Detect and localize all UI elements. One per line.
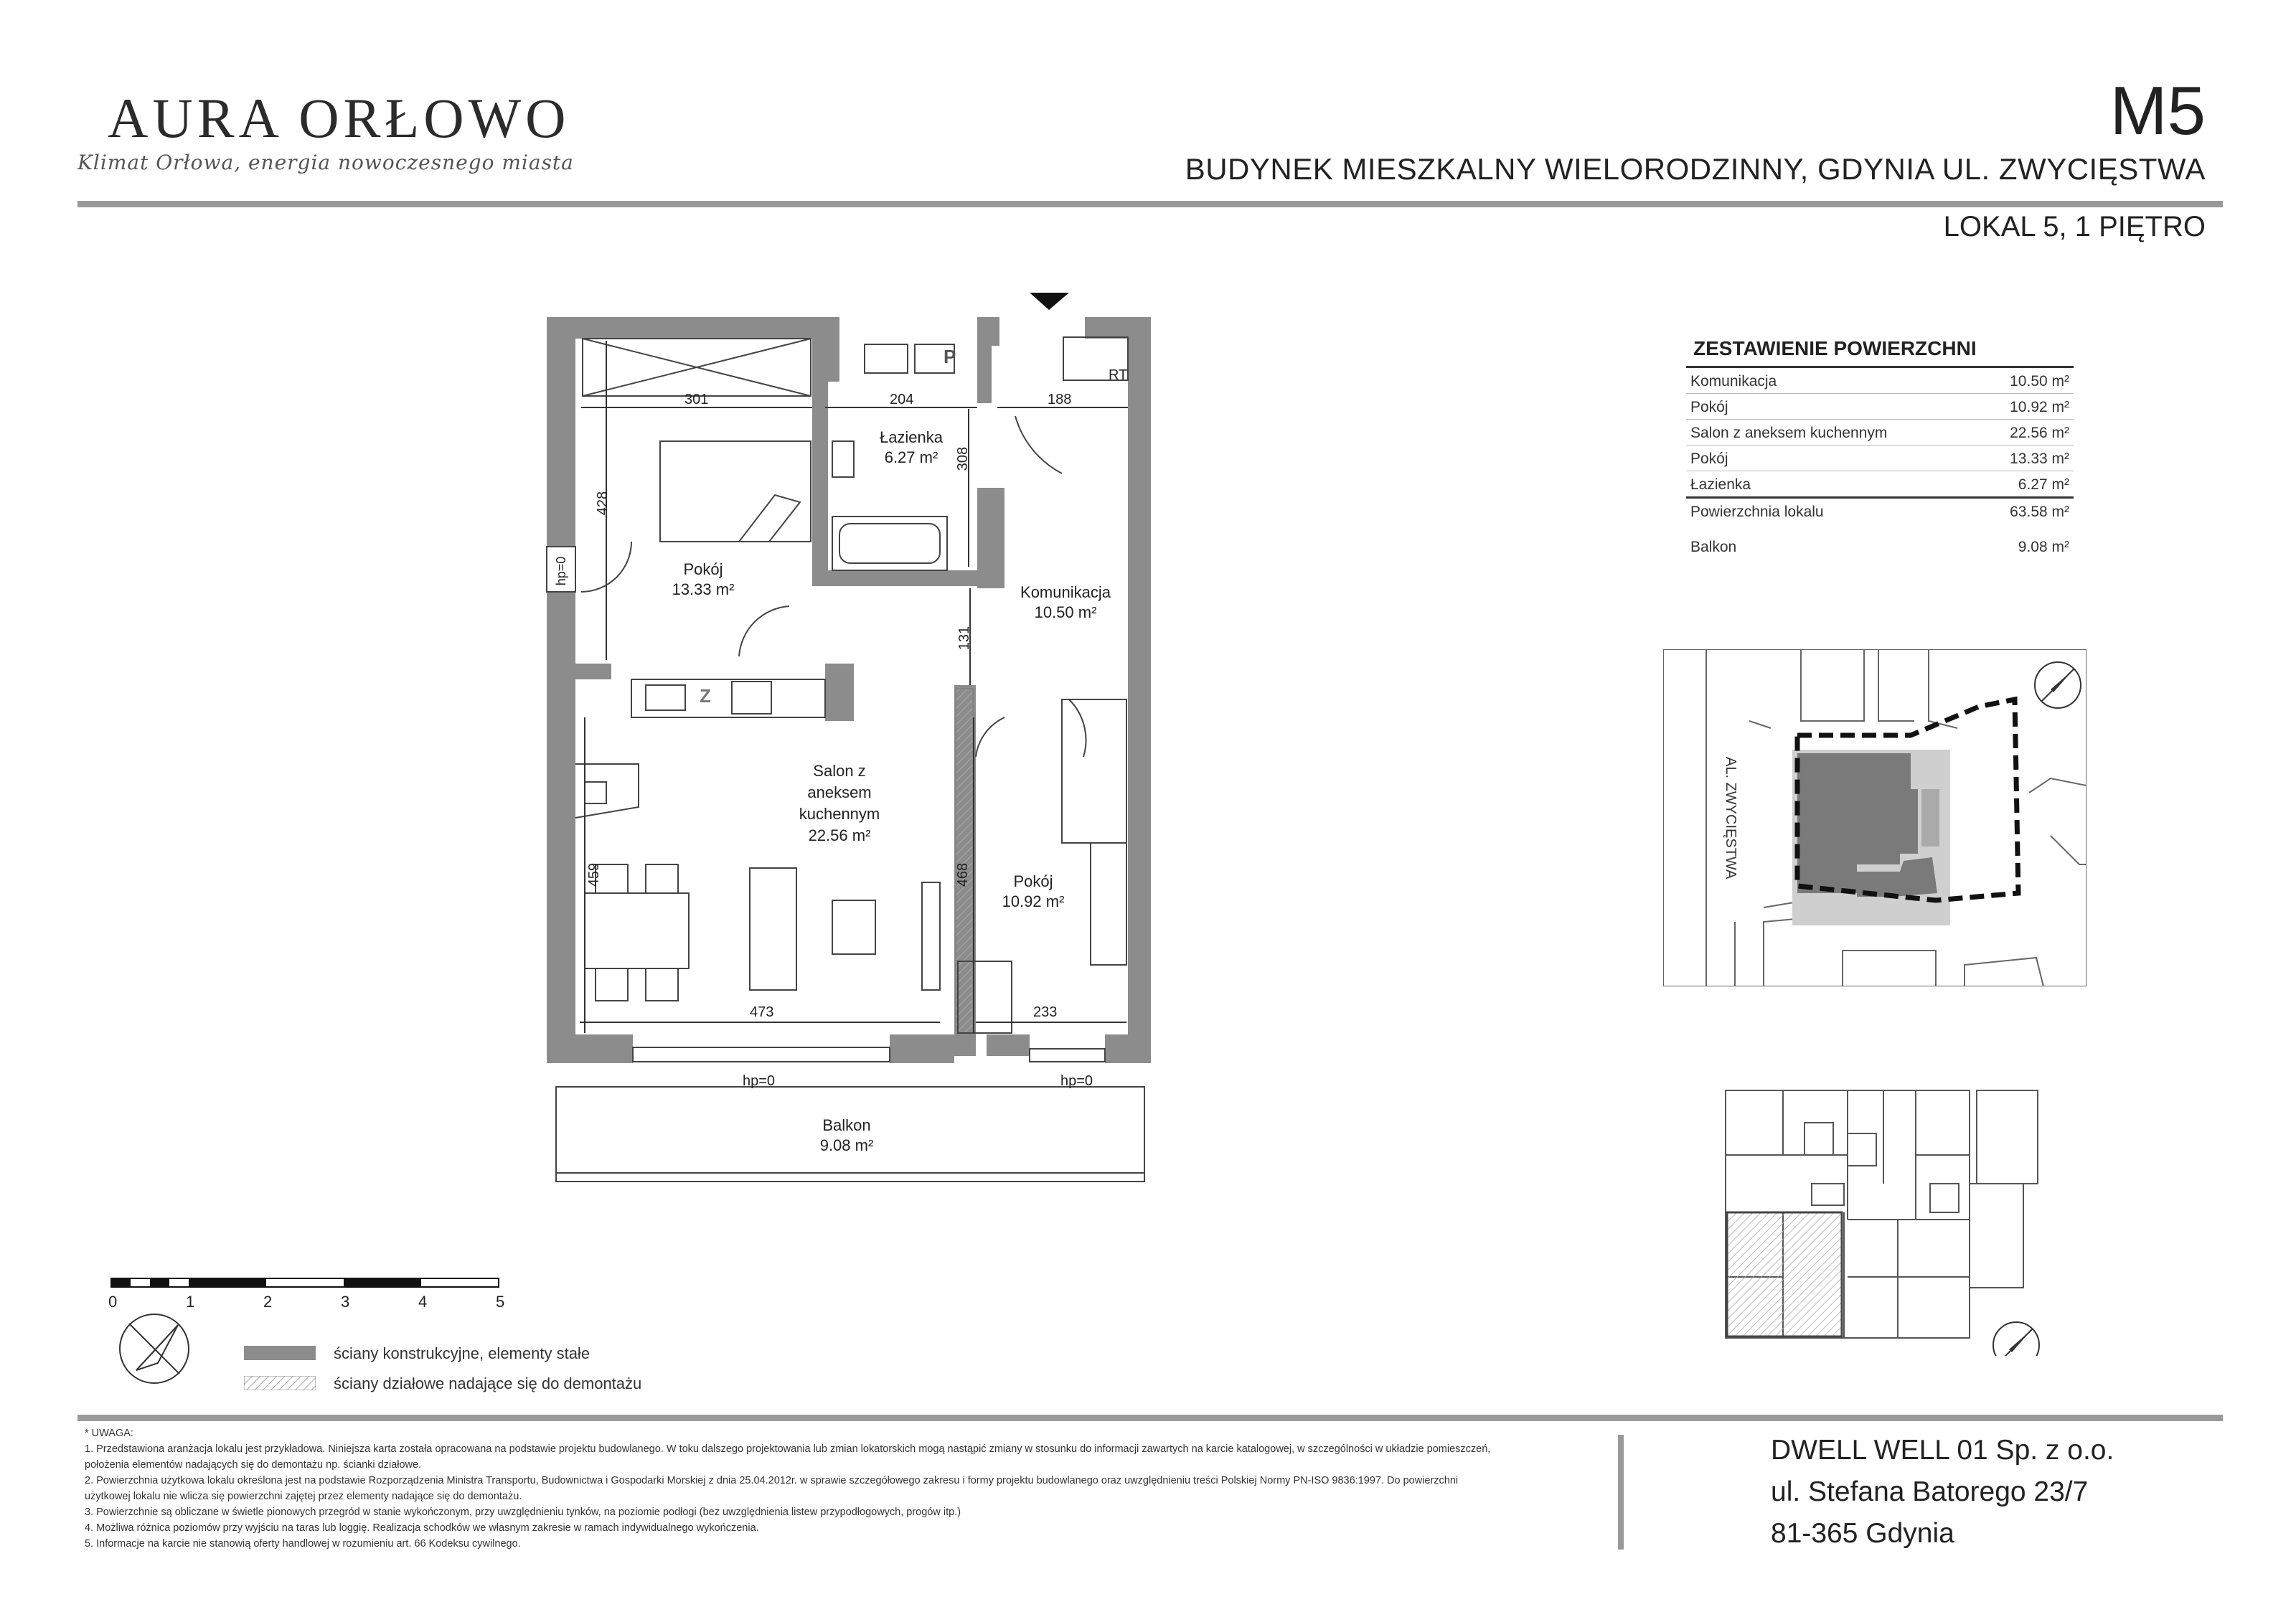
note-line: położenia elementów nadających się do demontażu np. ścianki działowe. (85, 1459, 422, 1471)
label-hp-bottom-b: hp=0 (1060, 1073, 1093, 1089)
legend-structural-label: ściany konstrukcyjne, elementy stałe (334, 1344, 591, 1362)
notes-heading: * UWAGA: (85, 1428, 133, 1439)
room-label-bedroom-b (983, 872, 1083, 912)
room-label-corridor (1008, 583, 1123, 623)
room-area: 13.33 m² (672, 580, 735, 598)
area-row-name: Salon z aneksem kuchennym (1690, 425, 1888, 441)
footer-divider (77, 1415, 2223, 1421)
dim-428: 428 (595, 491, 611, 516)
site-building-footprint (1792, 750, 1950, 925)
note-line: 1. Przedstawiona aranżacja lokalu jest przykładowa. Niniejsza karta została opracowana na podstawie projektu budowlanego. W toku dalszego projektowania lub zmian lokatorskich mogą nastąpić zmiany w stosunku do informacji zawartych na karcie katalogowej, w szczególności w układzie pomieszczeń, (85, 1443, 1491, 1455)
room-name-line: aneksem (807, 783, 872, 801)
room-label-salon (789, 760, 890, 847)
note-line: 3. Powierzchnie są obliczane w świetle pionowych przegród w stanie wykończonym, przy uwzględnieniu tynków, na poziomie podłogi (bez uwzględnienia listew przypodłogowych, progów itp.) (85, 1507, 961, 1518)
dim-459: 459 (586, 862, 603, 887)
area-row (1686, 471, 2074, 496)
room-name: Pokój (683, 560, 723, 578)
room-area: 10.50 m² (1034, 603, 1097, 621)
label-stove-z: Z (700, 685, 711, 707)
room-label-bedroom-a (649, 560, 757, 600)
area-summary-table (1686, 337, 2074, 559)
area-row-name: Komunikacja (1690, 373, 1777, 390)
label-hp-bottom-a: hp=0 (743, 1073, 776, 1089)
dim-301: 301 (684, 392, 709, 407)
room-area: 9.08 m² (819, 1136, 874, 1154)
unit-code: M5 (2109, 72, 2206, 149)
room-name-line: kuchennym (799, 805, 880, 823)
company-name: DWELL WELL 01 Sp. z o.o. (1771, 1435, 2114, 1466)
dim-204: 204 (890, 392, 914, 407)
legend-structural-swatch (244, 1346, 316, 1360)
brand-logo-text: AURA ORŁOWO (108, 87, 570, 149)
company-city: 81-365 Gdynia (1771, 1518, 1954, 1549)
legend-partition-swatch (244, 1376, 316, 1390)
legend-partition-label: ściany działowe nadające się do demontażu (334, 1375, 642, 1392)
note-line: 2. Powierzchnia użytkowa lokalu określona jest na podstawie Rozporządzenia Ministra Transportu, Budownictwa i Gospodarki Morskiej z dnia 25.04.2012r. w sprawie szczegółowego zakresu i formy projektu budowlanego oraz uwzględnieniu treści Polskiej Normy PN-ISO 9836:1997. Do powierzchni (85, 1475, 1459, 1486)
area-row (1686, 445, 2074, 471)
scale-tick: 2 (263, 1293, 273, 1311)
scale-tick: 3 (341, 1293, 350, 1311)
area-row-value: 10.50 m² (2010, 373, 2069, 390)
label-hp-left: hp=0 (553, 556, 568, 586)
area-row-value: 13.33 m² (2010, 451, 2069, 467)
note-line: 5. Informacje na karcie nie stanowią oferty handlowej w rozumieniu art. 66 Kodeksu cywilnego. (85, 1538, 521, 1550)
area-row-value: 6.27 m² (2018, 476, 2069, 493)
scale-tick: 1 (186, 1293, 195, 1311)
area-balcony-row (1686, 534, 2074, 559)
area-total-row (1686, 496, 2074, 524)
brand-tagline: Klimat Orłowa, energia nowoczesnego miasta (77, 151, 574, 174)
key-plan-north-arrow-icon (1993, 1322, 2039, 1356)
area-balcony-value: 9.08 m² (2018, 539, 2069, 555)
note-line: 4. Możliwa różnica poziomów przy wyjściu na taras lub loggię. Realizacja schodków we własnym zakresie w ramach indywidualnego wykończenia. (85, 1522, 759, 1534)
note-line: użytkowej lokalu nie wlicza się powierzchni zajętej przez elementy nadające się do demontażu. (85, 1491, 522, 1502)
dim-468: 468 (955, 862, 971, 887)
plan-linework (547, 337, 1144, 1182)
dim-233: 233 (1033, 1004, 1058, 1020)
dim-473: 473 (750, 1004, 774, 1020)
building-title: BUDYNEK MIESZKALNY WIELORODZINNY, GDYNIA UL. ZWYCIĘSTWA (1185, 152, 2206, 186)
room-name: Łazienka (879, 428, 944, 446)
dim-308: 308 (955, 446, 971, 471)
label-rt: RT (1109, 367, 1128, 383)
room-area: 10.92 m² (1002, 892, 1065, 910)
company-street: ul. Stefana Batorego 23/7 (1771, 1476, 2089, 1507)
area-total-value: 63.58 m² (2010, 504, 2069, 520)
area-total-name: Powierzchnia lokalu (1690, 504, 1824, 520)
room-area: 6.27 m² (884, 448, 938, 466)
room-area: 22.56 m² (808, 826, 871, 844)
company-divider (1618, 1435, 1624, 1550)
north-arrow-icon (115, 1309, 194, 1388)
disclaimer-notes (85, 1425, 1577, 1552)
area-row-name: Łazienka (1690, 476, 1751, 493)
site-north-arrow-icon (2035, 662, 2081, 708)
company-address (1771, 1430, 2114, 1555)
room-name-line: Salon z (813, 762, 866, 780)
site-plan-map (1663, 649, 2086, 986)
room-name: Pokój (1013, 872, 1053, 890)
area-row-value: 10.92 m² (2010, 399, 2069, 415)
site-street-label: AL. ZWYCIĘSTWA (1723, 757, 1739, 880)
label-wc-p: P (944, 346, 956, 367)
entrance-arrow (1030, 293, 1069, 310)
dim-131: 131 (956, 626, 973, 651)
scale-tick: 0 (108, 1293, 118, 1311)
dim-188: 188 (1048, 392, 1072, 407)
room-label-bathroom (857, 428, 965, 468)
area-row-name: Pokój (1690, 399, 1728, 415)
area-row (1686, 368, 2074, 394)
area-row (1686, 420, 2074, 445)
scale-bar (108, 1277, 509, 1294)
room-name: Komunikacja (1020, 583, 1111, 601)
floor-key-plan (1718, 1076, 2048, 1356)
unit-location: LOKAL 5, 1 PIĘTRO (1943, 211, 2206, 242)
area-table-title: ZESTAWIENIE POWIERZCHNI (1686, 337, 2074, 368)
structural-walls (547, 317, 1151, 1063)
area-row-value: 22.56 m² (2010, 425, 2069, 441)
scale-tick: 4 (418, 1293, 428, 1311)
scale-tick: 5 (496, 1293, 505, 1311)
area-row (1686, 394, 2074, 420)
room-label-balcony (796, 1116, 897, 1156)
area-row-name: Pokój (1690, 451, 1728, 467)
area-balcony-name: Balkon (1690, 539, 1737, 555)
room-name: Balkon (822, 1116, 871, 1134)
